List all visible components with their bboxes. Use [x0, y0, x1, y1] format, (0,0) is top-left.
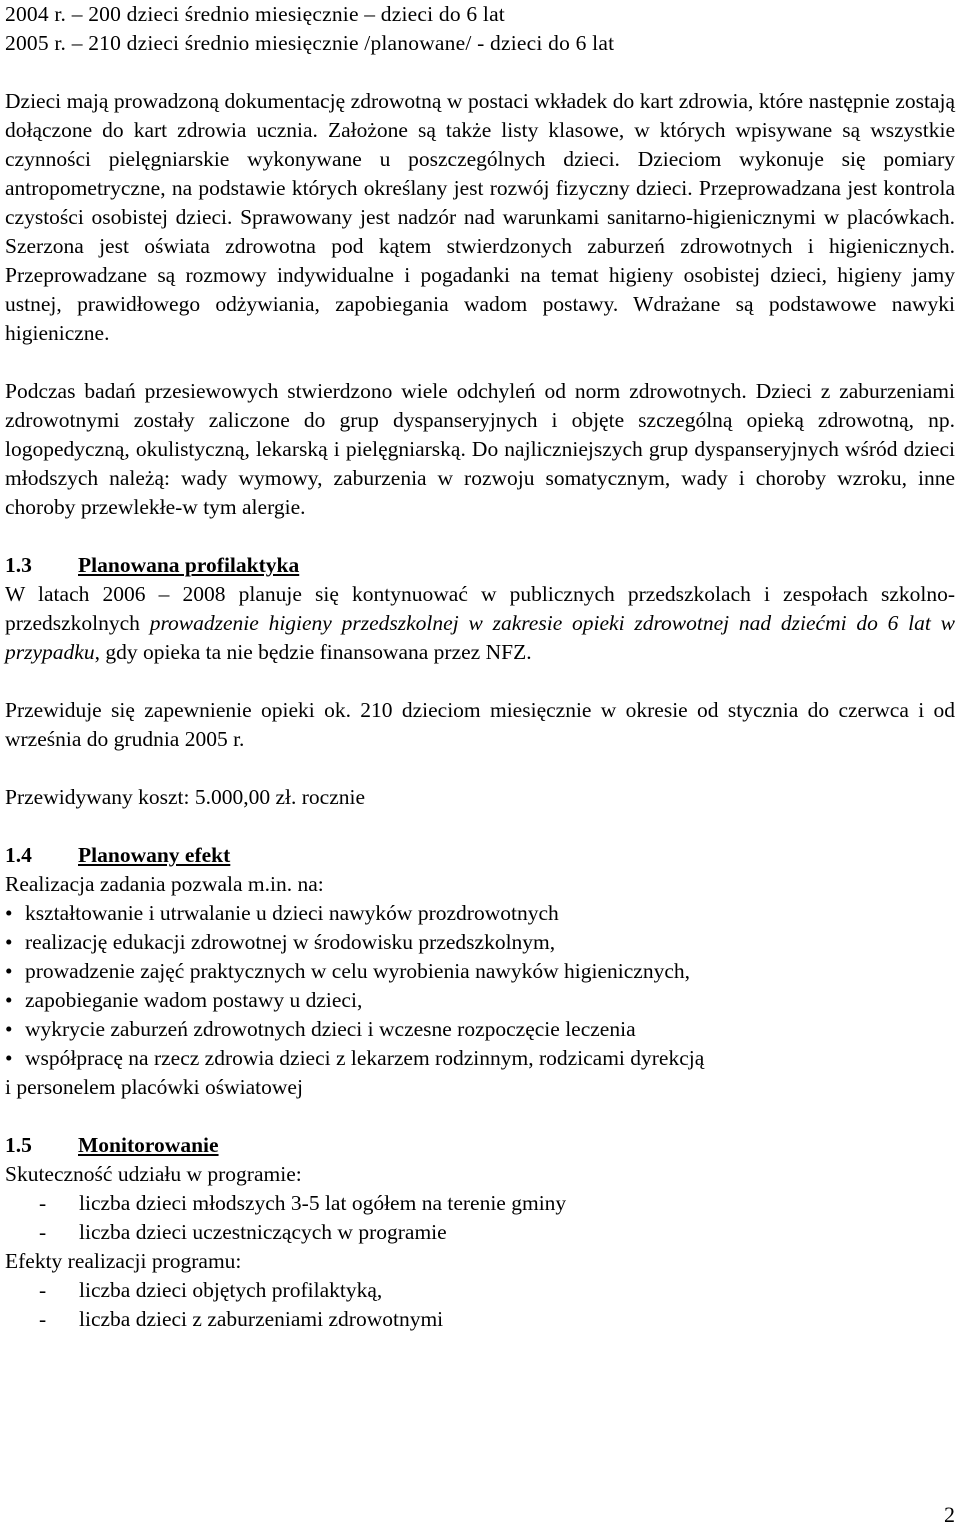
paragraph-cost: Przewidywany koszt: 5.000,00 zł. rocznie	[5, 785, 366, 809]
dash-marker: -	[39, 1278, 47, 1302]
section-title: Planowany efekt	[78, 843, 231, 867]
monitoring-label-effectiveness: Skuteczność udziału w programie:	[5, 1162, 302, 1186]
list-item	[5, 1189, 955, 1218]
list-item-text: liczba dzieci objętych profilaktyką,	[79, 1278, 383, 1302]
results-dash-list	[5, 1276, 955, 1334]
spacer	[5, 667, 955, 696]
paragraph-care-provision: Przewiduje się zapewnienie opieki ok. 210 dzieciom miesięcznie w okresie od stycznia do czerwca i od września do grudnia 2005 r.	[5, 698, 955, 751]
section-heading-1-4	[5, 841, 955, 870]
section-heading-1-3	[5, 551, 955, 580]
list-item-text: liczba dzieci uczestniczących w programie	[79, 1220, 447, 1244]
dash-marker: -	[39, 1220, 47, 1244]
spacer	[5, 58, 955, 87]
intro-line-2005: 2005 r. – 210 dzieci średnio miesięcznie /planowane/ - dzieci do 6 lat	[5, 31, 615, 55]
section-title: Monitorowanie	[78, 1133, 219, 1157]
monitoring-label-results: Efekty realizacji programu:	[5, 1249, 242, 1273]
effectiveness-dash-list	[5, 1189, 955, 1247]
spacer	[5, 348, 955, 377]
text-run: W latach 2006 – 2008 planuje się kontynuować w publicznych przedszkolach i zespołach szkolno-przedszkolnych	[5, 582, 955, 635]
effects-bullet-list	[5, 899, 955, 1073]
paragraph-screening: Podczas badań przesiewowych stwierdzono wiele odchyleń od norm zdrowotnych. Dzieci z zaburzeniami zdrowotnymi zostały zaliczone do grup dyspanseryjnych i objęte szczególną opieką zdrowotną, np. logopedyczną, okulistyczną, lekarską i pielęgniarską. Do najliczniejszych grup dyspanseryjnych wśród dzieci młodszych należą: wady wymowy, zaburzenia w rozwoju somatycznym, wady i choroby wzroku, inne choroby przewlekłe-w tym alergie.	[5, 379, 955, 519]
effects-intro: Realizacja zadania pozwala m.in. na:	[5, 872, 324, 896]
dash-marker: -	[39, 1307, 47, 1331]
list-item	[5, 1218, 955, 1247]
section-title: Planowana profilaktyka	[78, 553, 300, 577]
list-item: • współpracę na rzecz zdrowia dzieci z lekarzem rodzinnym, rodzicami dyrekcją	[5, 1044, 955, 1073]
list-item: • wykrycie zaburzeń zdrowotnych dzieci i wczesne rozpoczęcie leczenia	[5, 1015, 955, 1044]
list-item: • zapobieganie wadom postawy u dzieci,	[5, 986, 955, 1015]
list-item: • prowadzenie zajęć praktycznych w celu wyrobienia nawyków higienicznych,	[5, 957, 955, 986]
intro-line-2004: 2004 r. – 200 dzieci średnio miesięcznie – dzieci do 6 lat	[5, 2, 505, 26]
spacer	[5, 812, 955, 841]
list-item	[5, 1276, 955, 1305]
list-item-text: liczba dzieci z zaburzeniami zdrowotnymi	[79, 1307, 444, 1331]
list-item: • kształtowanie i utrwalanie u dzieci nawyków prozdrowotnych	[5, 899, 955, 928]
list-item	[5, 1305, 955, 1334]
spacer	[5, 1102, 955, 1131]
list-item: • realizację edukacji zdrowotnej w środowisku przedszkolnym,	[5, 928, 955, 957]
dash-marker: -	[39, 1191, 47, 1215]
section-number: 1.3	[5, 553, 32, 577]
spacer	[5, 522, 955, 551]
section-number: 1.5	[5, 1133, 32, 1157]
page-number: 2	[944, 1502, 955, 1527]
section-number: 1.4	[5, 843, 32, 867]
effects-continuation: i personelem placówki oświatowej	[5, 1075, 303, 1099]
text-run: , gdy opieka ta nie będzie finansowana przez NFZ.	[94, 640, 532, 664]
section-heading-1-5	[5, 1131, 955, 1160]
spacer	[5, 754, 955, 783]
paragraph-documentation: Dzieci mają prowadzoną dokumentację zdrowotną w postaci wkładek do kart zdrowia, które następnie zostają dołączone do kart zdrowia ucznia. Założone są także listy klasowe, w których wpisywane są wszystkie czynności pielęgniarskie wykonywane u poszczególnych dzieci. Dzieciom wykonuje się pomiary antropometryczne, na podstawie których określany jest rozwój fizyczny dzieci. Przeprowadzana jest kontrola czystości osobistej dzieci. Sprawowany jest nadzór nad warunkami sanitarno-higienicznymi w placówkach. Szerzona jest oświata zdrowotna pod kątem stwierdzonych zaburzeń zdrowotnych i higienicznych. Przeprowadzane są rozmowy indywidualne i pogadanki na temat higieny osobistej dzieci, higieny jamy ustnej, prawidłowego odżywiania, zapobiegania wadom postawy. Wdrażane są podstawowe nawyki higieniczne.	[5, 89, 955, 345]
document-body	[5, 0, 955, 1334]
italic-text-run: prowadzenie higieny przedszkolnej w zakresie opieki zdrowotnej nad dziećmi do 6 lat w przypadku	[5, 611, 955, 664]
list-item-text: liczba dzieci młodszych 3-5 lat ogółem na terenie gminy	[79, 1191, 567, 1215]
paragraph-planned-prophylaxis	[5, 580, 955, 667]
